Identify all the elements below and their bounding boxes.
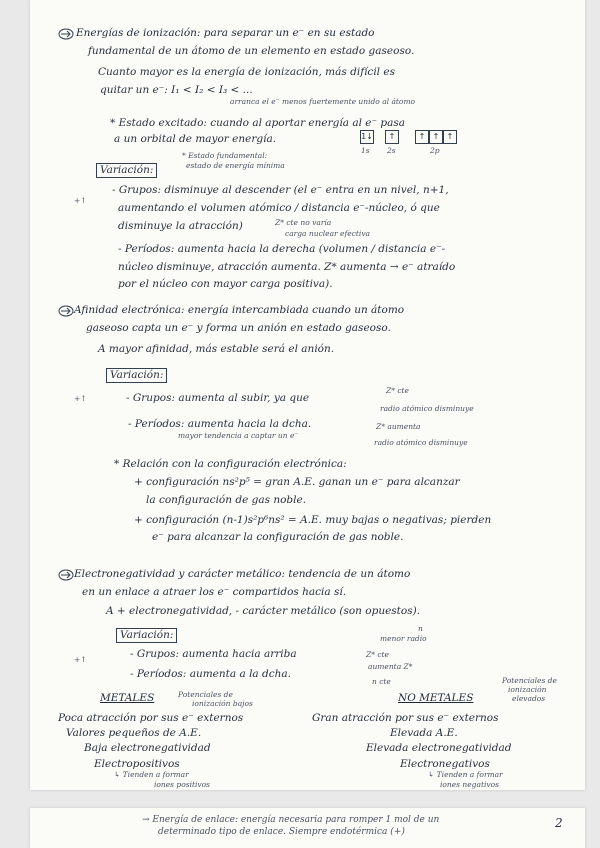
excited-state-line-1: * Estado excitado: cuando al aportar energía al e⁻ pasa (110, 117, 405, 129)
affinity-groups-zeff: Z* cte (386, 386, 409, 395)
orbital-box-2s: ↑ (385, 130, 399, 144)
affinity-periods-zeff: Z* aumenta (376, 422, 421, 431)
ionization-energy-line-3: Cuanto mayor es la energía de ionización, más difícil es (98, 66, 395, 78)
periods-trend-line-3: por el núcleo con mayor carga positiva). (118, 278, 333, 290)
trend-arrow-note: +↑ (74, 394, 87, 403)
ionization-energy-line-1: Energías de ionización: para separar un e⁻ en su estado (76, 27, 375, 39)
circled-arrow-icon (58, 305, 74, 317)
zeff-definition: carga nuclear efectiva (285, 229, 371, 238)
variation-box: Variación: (106, 368, 167, 383)
config-relation-line-2: la configuración de gas noble. (146, 494, 307, 506)
nonmetals-line-3: Elevada electronegatividad (366, 742, 512, 754)
config-relation-title: * Relación con la configuración electrónica: (114, 458, 347, 470)
electronegativity-line-1: Electronegatividad y carácter metálico: tendencia de un átomo (74, 568, 411, 580)
electroneg-groups-zeff: Z* cte (366, 650, 389, 659)
next-notebook-page (30, 808, 585, 848)
metals-line-3: Baja electronegatividad (84, 742, 211, 754)
nonmetals-line-6: iones negativos (440, 780, 499, 789)
ground-state-definition: estado de energía mínima (186, 161, 285, 170)
nonmetals-line-5: ↳ Tienden a formar (428, 770, 503, 779)
variation-box: Variación: (116, 628, 177, 643)
nonmetals-heading: NO METALES (398, 692, 474, 704)
metals-note-1: Potenciales de (178, 690, 233, 699)
ionization-note: arranca el e⁻ menos fuertemente unido al átomo (230, 97, 416, 106)
page-number: 2 (555, 816, 563, 830)
electroneg-periods-n: n cte (372, 677, 391, 686)
affinity-periods-trend: - Períodos: aumenta hacia la dcha. (128, 418, 312, 430)
ground-state-label: * Estado fundamental: (182, 151, 268, 160)
metals-line-2: Valores pequeños de A.E. (66, 727, 202, 739)
excited-state-line-2: a un orbital de mayor energía. (114, 133, 277, 145)
metals-heading: METALES (100, 692, 155, 704)
nonmetals-line-2: Elevada A.E. (390, 727, 458, 739)
config-relation-line-1: + configuración ns²p⁵ = gran A.E. ganan un e⁻ para alcanzar (134, 476, 460, 488)
nonmetals-note-3: elevados (512, 694, 546, 703)
variation-box: Variación: (96, 163, 157, 178)
ionization-energy-line-4: quitar un e⁻: I₁ < I₂ < I₃ < ... (100, 84, 253, 96)
electroneg-groups-trend: - Grupos: aumenta hacia arriba (130, 648, 297, 660)
nonmetals-note-1: Potenciales de (502, 676, 557, 685)
trend-arrow-note: +↑ (74, 655, 87, 664)
groups-trend-line-3: disminuye la atracción) (118, 220, 243, 232)
metals-line-5: ↳ Tienden a formar (114, 770, 189, 779)
config-relation-line-4: e⁻ para alcanzar la configuración de gas noble. (152, 531, 404, 543)
notebook-page (30, 0, 585, 790)
zeff-note: Z* cte no varía (275, 218, 332, 227)
orbital-box-1s: 1↓ (360, 130, 374, 144)
metals-line-1: Poca atracción por sus e⁻ externos (58, 712, 244, 724)
affinity-groups-radius: radio atómico disminuye (380, 404, 474, 413)
groups-trend-line-1: - Grupos: disminuye al descender (el e⁻ entra en un nivel, n+1, (112, 184, 449, 196)
electron-affinity-line-2: gaseoso capta un e⁻ y forma un anión en estado gaseoso. (86, 322, 391, 334)
trend-arrow-note: +↑ (74, 196, 87, 205)
electroneg-groups-radius: menor radio (380, 634, 427, 643)
bond-energy-line-2: determinado tipo de enlace. Siempre endotérmica (+) (158, 827, 405, 837)
orbital-box-2p-2: ↑ (429, 130, 443, 144)
electroneg-groups-n: n (418, 624, 423, 633)
electron-affinity-line-1: Afinidad electrónica: energía intercambiada cuando un átomo (74, 304, 405, 316)
metals-note-2: ionización bajos (192, 699, 253, 708)
affinity-periods-radius: radio atómico disminuye (374, 438, 468, 447)
orbital-box-2p-3: ↑ (443, 130, 457, 144)
nonmetals-line-1: Gran atracción por sus e⁻ externos (312, 712, 499, 724)
metals-line-4: Electropositivos (94, 758, 180, 770)
ionization-energy-line-2: fundamental de un átomo de un elemento en estado gaseoso. (88, 45, 415, 57)
affinity-groups-trend: - Grupos: aumenta al subir, ya que (126, 392, 310, 404)
affinity-periods-note: mayor tendencia a captar un e⁻ (178, 431, 299, 440)
orbital-box-2p-1: ↑ (415, 130, 429, 144)
periods-trend-line-1: - Períodos: aumenta hacia la derecha (volumen / distancia e⁻- (118, 243, 446, 255)
electronegativity-line-2: en un enlace a atraer los e⁻ compartidos hacia sí. (82, 586, 347, 598)
electroneg-periods-zeff: aumenta Z* (368, 662, 413, 671)
groups-trend-line-2: aumentando el volumen atómico / distancia e⁻-núcleo, ó que (118, 202, 440, 214)
orbital-label-2s: 2s (387, 146, 396, 155)
circled-arrow-icon (58, 569, 74, 581)
circled-arrow-icon (58, 28, 74, 40)
orbital-label-1s: 1s (361, 146, 370, 155)
nonmetals-note-2: ionización (508, 685, 547, 694)
nonmetals-line-4: Electronegativos (400, 758, 490, 770)
config-relation-line-3: + configuración (n-1)s²p⁶ns² = A.E. muy bajas o negativas; pierden (134, 514, 492, 526)
metals-line-6: iones positivos (154, 780, 210, 789)
electronegativity-line-3: A + electronegatividad, - carácter metálico (son opuestos). (106, 605, 421, 617)
orbital-label-2p: 2p (430, 146, 440, 155)
bond-energy-line-1: → Energía de enlace: energía necesaria para romper 1 mol de un (142, 815, 440, 825)
periods-trend-line-2: núcleo disminuye, atracción aumenta. Z* aumenta → e⁻ atraído (118, 261, 456, 273)
electroneg-periods-trend: - Períodos: aumenta a la dcha. (130, 668, 291, 680)
electron-affinity-line-3: A mayor afinidad, más estable será el anión. (98, 343, 335, 355)
